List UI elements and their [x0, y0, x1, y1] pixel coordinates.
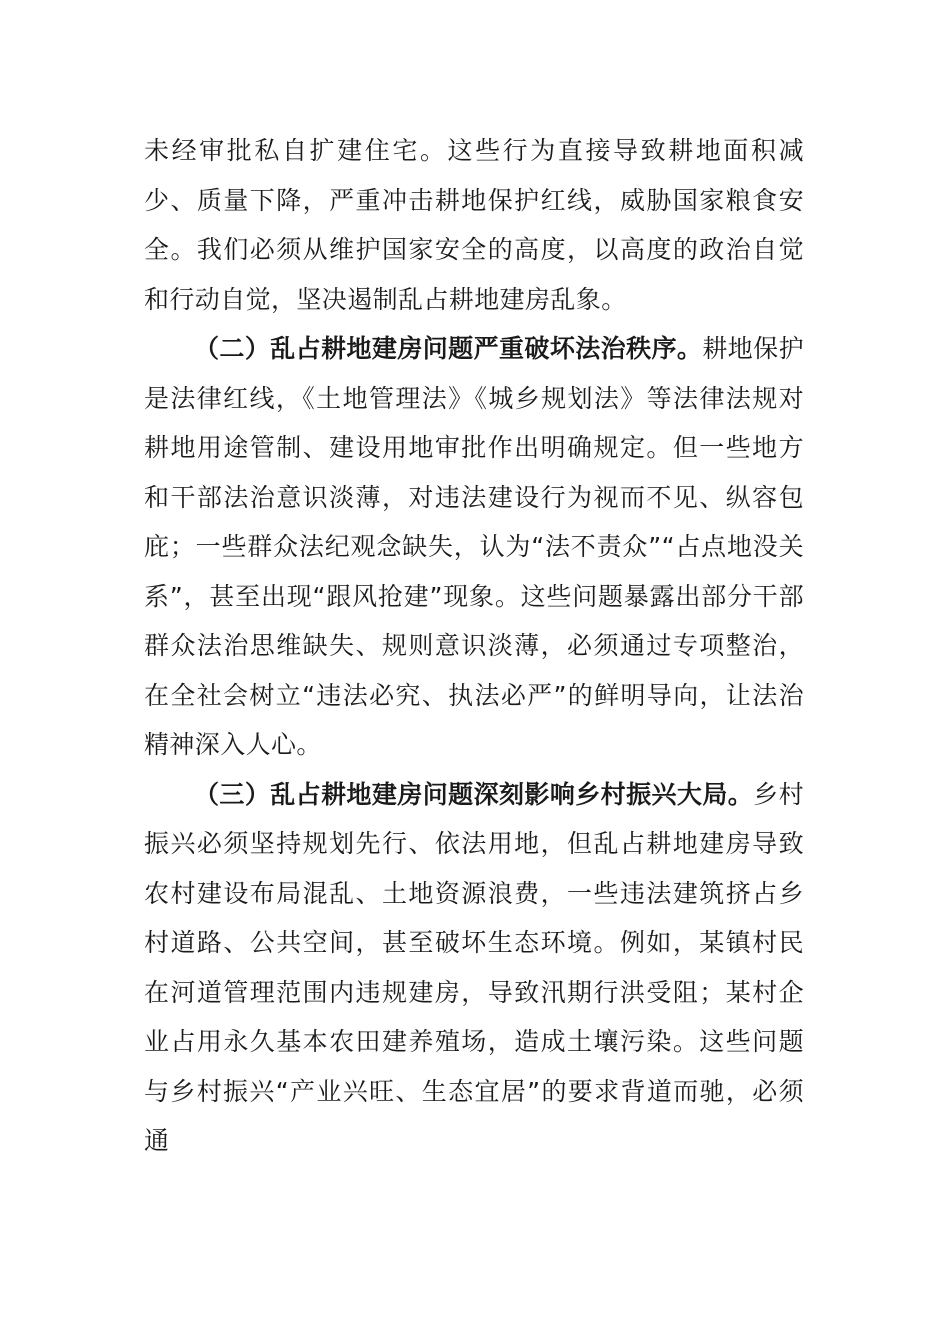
- section-3-heading: （三）乱占耕地建房问题深刻影响乡村振兴大局。: [194, 779, 754, 809]
- paragraph-section-2: [144, 324, 804, 770]
- section-2-text: 耕地保护是法律红线，《土地管理法》《城乡规划法》等法律法规对耕地用途管制、建设用地审批作出明确规定。但一些地方和干部法治意识淡薄，对违法建设行为视而不见、纵容包庇；一些群众法纪观念缺失，认为“法不责众”“占点地没关系”，甚至出现“跟风抢建”现象。这些问题暴露出部分干部群众法治思维缺失、规则意识淡薄，必须通过专项整治，在全社会树立“违法必究、执法必严”的鲜明导向，让法治精神深入人心。: [144, 334, 804, 759]
- document-body: [144, 126, 804, 1166]
- section-3-text: 乡村振兴必须坚持规划先行、依法用地，但乱占耕地建房导致农村建设布局混乱、土地资源浪费，一些违法建筑挤占乡村道路、公共空间，甚至破坏生态环境。例如，某镇村民在河道管理范围内违规建房，导致汛期行洪受阻；某村企业占用永久基本农田建养殖场，造成土壤污染。这些问题与乡村振兴“产业兴旺、生态宜居”的要求背道而驰，必须通: [144, 779, 804, 1155]
- paragraph-continuation: [144, 126, 804, 324]
- paragraph-section-3: [144, 770, 804, 1166]
- paragraph-1-text: 未经审批私自扩建住宅。这些行为直接导致耕地面积减少、质量下降，严重冲击耕地保护红线，威胁国家粮食安全。我们必须从维护国家安全的高度，以高度的政治自觉和行动自觉，坚决遏制乱占耕地建房乱象。: [144, 136, 804, 314]
- section-2-heading: （二）乱占耕地建房问题严重破坏法治秩序。: [194, 334, 703, 363]
